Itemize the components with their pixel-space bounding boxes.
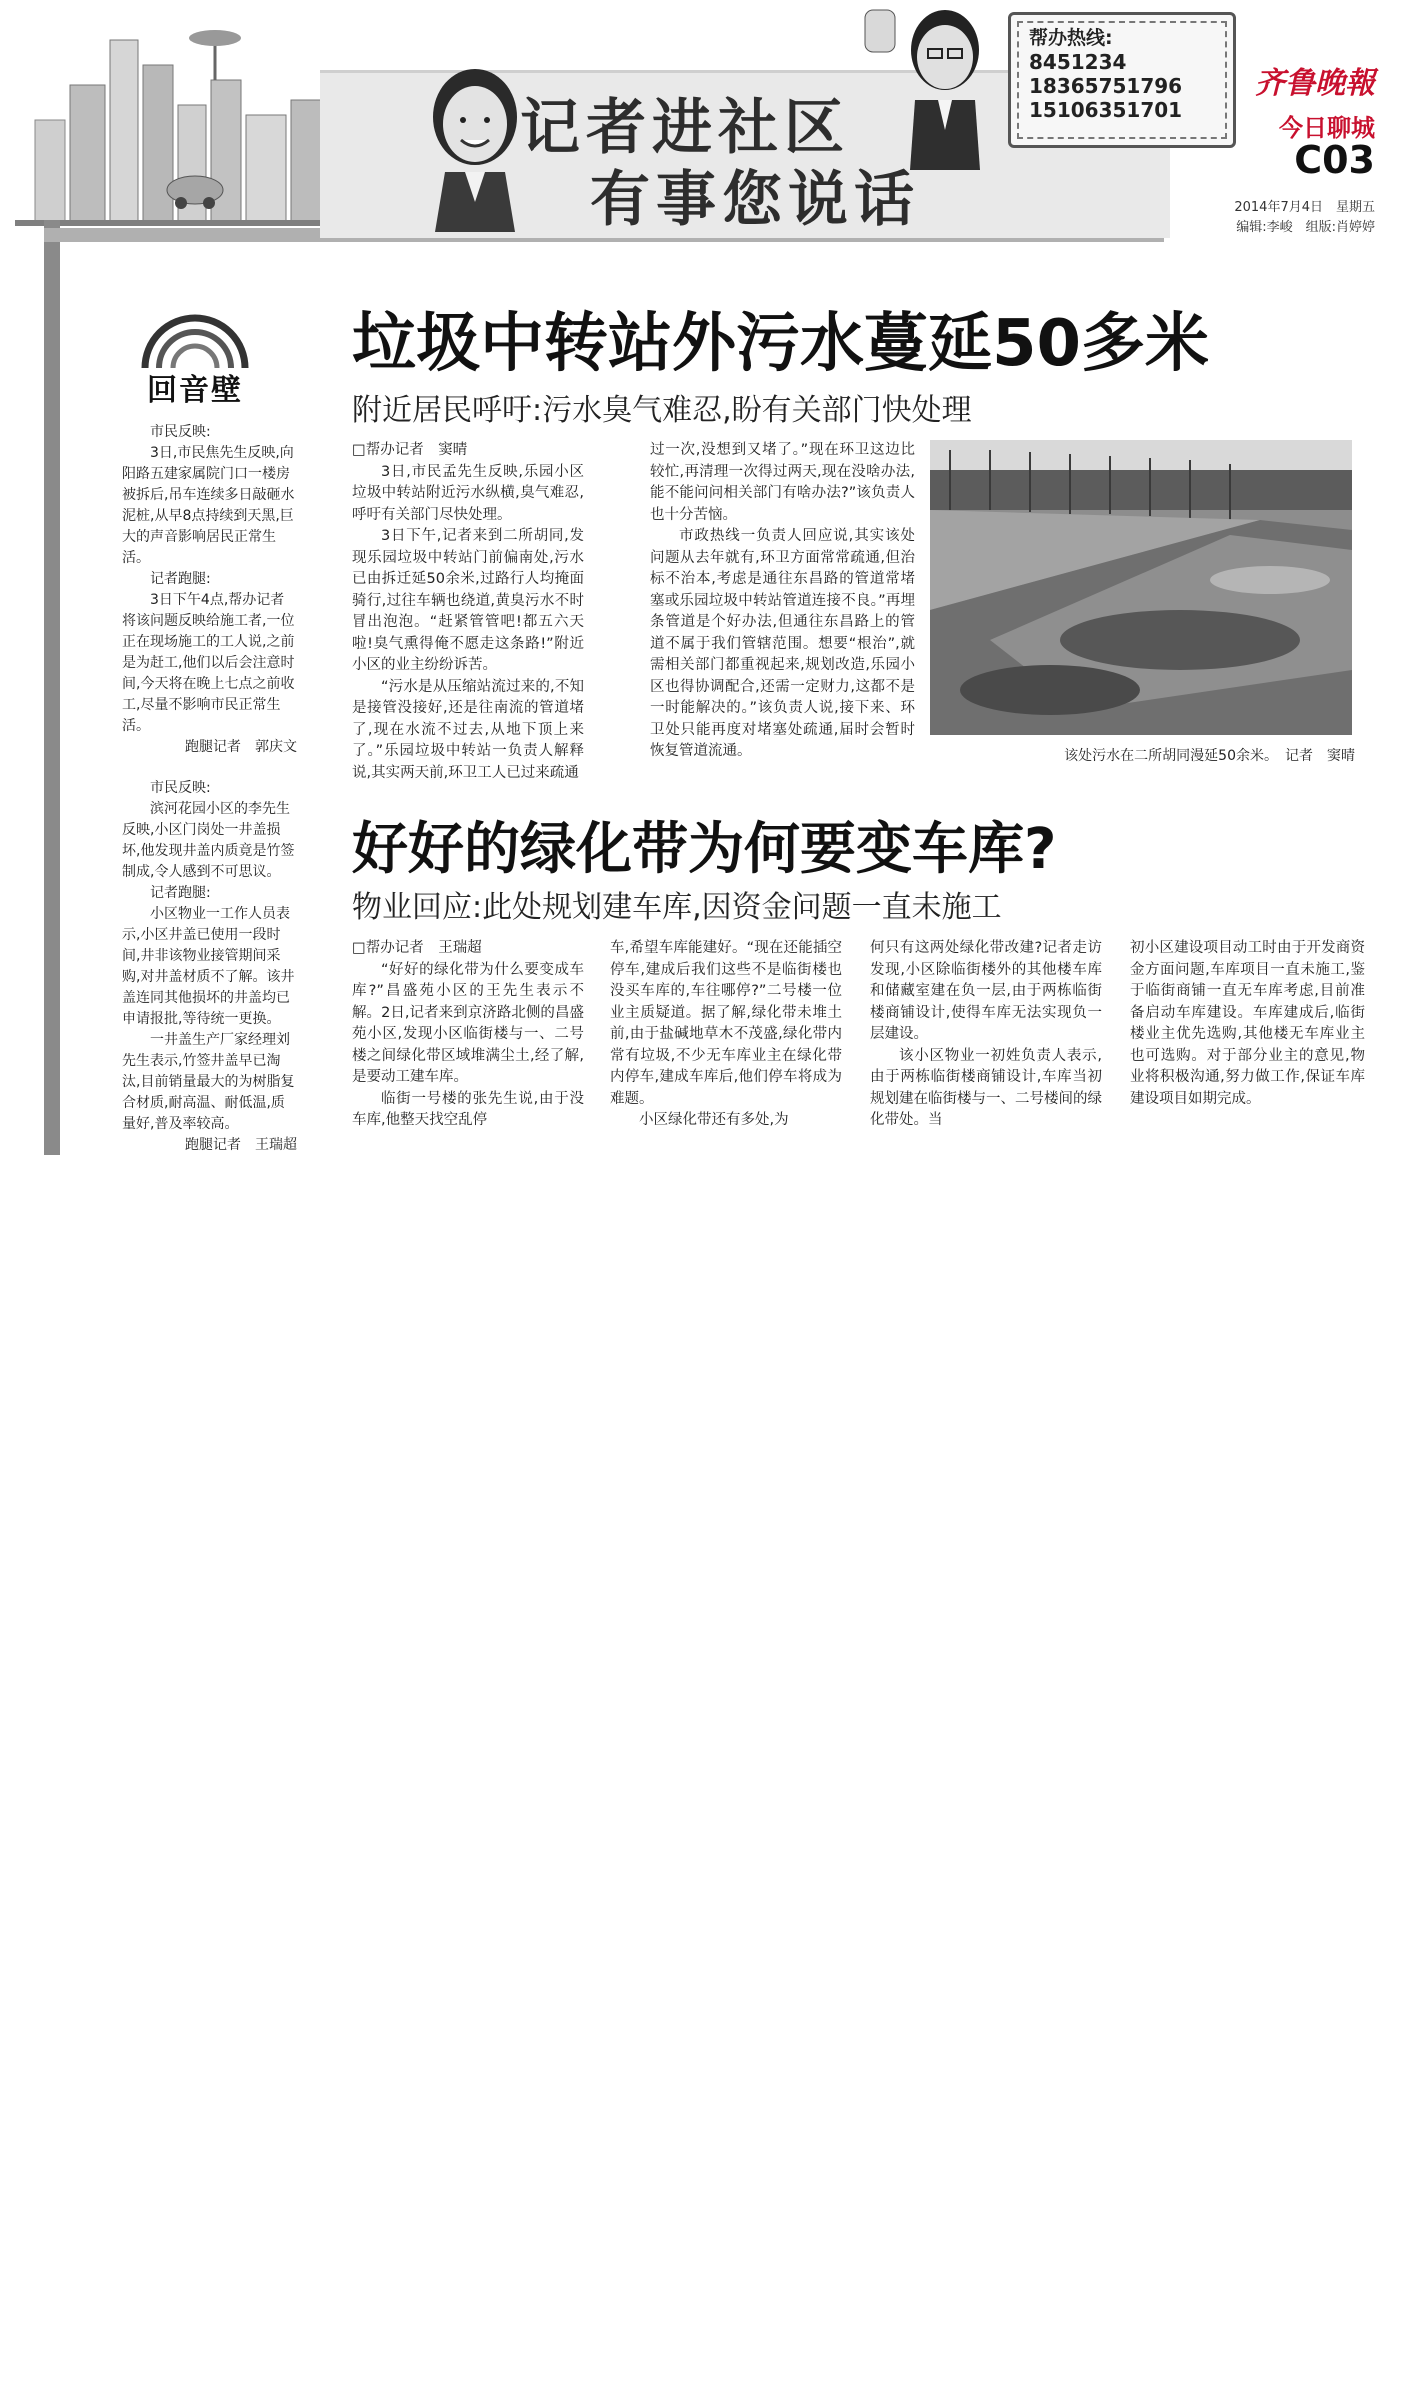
reporter-signature: 跑腿记者 王瑞超: [185, 1137, 297, 1153]
reporter-action-text: 3日下午4点,帮办记者将该问题反映给施工者,一位正在现场施工的工人说,之前是为赶工,他们以后会注意时间,今天将在晚上七点之前收工,尽量不影响市民正常生活。: [122, 592, 295, 734]
echo-wall-column: [122, 422, 297, 1156]
reporter-signature: 跑腿记者 郭庆文: [185, 739, 297, 755]
citizen-report-label: 市民反映:: [150, 424, 211, 440]
reporter-action-text: 一井盖生产厂家经理刘先生表示,竹签井盖早已淘汰,目前销量最大的为树脂复合材质,耐高温、耐低温,质量好,普及率较高。: [122, 1032, 295, 1132]
article2-byline: □帮办记者 王瑞超: [352, 940, 482, 956]
article1-paragraph: 3日,市民孟先生反映,乐园小区垃圾中转站附近污水纵横,臭气难忍,呼吁有关部门尽快处理。: [352, 463, 584, 523]
article1-column-2: [650, 440, 915, 763]
article2-column-2: [610, 938, 842, 1132]
article1-paragraph: 市政热线一负责人回应说,其实该处问题从去年就有,环卫方面常常疏通,但治标不治本,考虑是通往东昌路的管道常堵塞或乐园垃圾中转站管道连接不良。”再埋条管道是个好办法,但通往东昌路上的管道不属于我们管辖范围。想要“根治”,就需相关部门都重视起来,规划改造,乐园小区也得协调配合,还需一定财力,这都不是一时能解决的。”该负责人说,接下来、环卫处只能再度对堵塞处疏通,届时会暂时恢复管道流通。: [650, 528, 915, 759]
article2-paragraph: “好好的绿化带为什么要变成车库?”昌盛苑小区的王先生表示不解。2日,记者来到京济路北侧的昌盛苑小区,发现小区临街楼与一、二号楼之间绿化带区域堆满尘土,经了解,是要动工建车库。: [352, 961, 584, 1085]
banner-slogan-line2: 有事您说话: [590, 165, 920, 235]
hotline-number: 15106351701: [1029, 98, 1183, 122]
hotline-title: 帮办热线:: [1029, 27, 1113, 49]
editor-credit: 编辑:李峻 组版:肖婷婷: [1236, 220, 1375, 235]
photo-caption: 该处污水在二所胡同漫延50余米。 记者 窦晴: [1064, 748, 1355, 764]
citizen-report-text: 3日,市民焦先生反映,向阳路五建家属院门口一楼房被拆后,吊车连续多日敲砸水泥桩,从早8点持续到天黑,巨大的声音影响居民正常生活。: [122, 445, 295, 566]
page-number: C03: [1294, 138, 1375, 182]
banner-slogan-line1: 记者进社区: [520, 93, 850, 163]
article1-headline: 垃圾中转站外污水蔓延50多米: [352, 307, 1210, 381]
reporter-action-label: 记者跑腿:: [150, 571, 211, 587]
citizen-report-text: 滨河花园小区的李先生反映,小区门岗处一井盖损坏,他发现井盖内质竟是竹签制成,令人感到不可思议。: [122, 801, 295, 880]
article1-byline: □帮办记者 窦晴: [352, 442, 468, 458]
article2-column-1: [352, 938, 584, 1132]
article2-paragraph: 何只有这两处绿化带改建?记者走访发现,小区除临街楼外的其他楼车库和储藏室建在负一层,由于两栋临街楼商铺设计,使得车库无法实现负一层建设。: [870, 940, 1102, 1042]
citizen-report-label: 市民反映:: [150, 780, 211, 796]
article2-paragraph: 该小区物业一初姓负责人表示,由于两栋临街楼商铺设计,车库当初规划建在临街楼与一、二号楼间的绿化带处。当: [870, 1047, 1102, 1128]
article1-paragraph: “污水是从压缩站流过来的,不知是接管没接好,还是往南流的管道堵了,现在水流不过去,从地下顶上来了。”乐园垃圾中转站一负责人解释说,其实两天前,环卫工人已过来疏通: [352, 678, 584, 781]
article2-paragraph: 车,希望车库能建好。“现在还能插空停车,建成后我们这些不是临街楼也没买车库的,车往哪停?”二号楼一位业主质疑道。据了解,绿化带未堆土前,由于盐碱地草木不茂盛,绿化带内常有垃圾,不少无车库业主在绿化带内停车,建成车库后,他们停车将成为难题。: [610, 940, 842, 1107]
male-reporter-cartoon: [860, 5, 1000, 170]
article2-subheadline: 物业回应:此处规划建车库,因资金问题一直未施工: [352, 890, 1002, 925]
sewage-street-photo: [930, 440, 1352, 735]
issue-date: 2014年7月4日 星期五: [1234, 200, 1375, 215]
article2-paragraph: 临街一号楼的张先生说,由于没车库,他整天找空乱停: [352, 1090, 584, 1128]
article2-headline: 好好的绿化带为何要变车库?: [352, 817, 1057, 882]
reporter-action-text: 小区物业一工作人员表示,小区井盖已使用一段时间,井非该物业接管期间采购,对井盖材质不了解。该井盖连同其他损坏的井盖均已申请报批,等待统一更换。: [122, 906, 295, 1027]
female-reporter-cartoon: [415, 62, 535, 232]
decorative-vertical-bar: [44, 220, 60, 1155]
article2-paragraph: 初小区建设项目动工时由于开发商资金方面问题,车库项目一直未施工,鉴于临街商铺一直无车库考虑,目前准备启动车库建设。车库建成后,临街楼业主优先选购,其他楼无车库业主也可选购。对于部分业主的意见,物业将积极沟通,努力做工作,保证车库建设项目如期完成。: [1130, 940, 1365, 1107]
hotline-box: [1008, 12, 1236, 148]
article1-paragraph: 3日下午,记者来到二所胡同,发现乐园垃圾中转站门前偏南处,污水已由拆迁延50余米,过路行人均掩面骑行,过往车辆也绕道,黄臭污水不时冒出泡泡。“赶紧管管吧!都五六天啦!臭气熏得俺不愿走这条路!”附近小区的业主纷纷诉苦。: [352, 528, 584, 673]
article1-paragraph: 过一次,没想到又堵了。”现在环卫这边比较忙,再清理一次得过两天,现在没啥办法,能不能问问相关部门有啥办法?”该负责人也十分苦恼。: [650, 442, 915, 523]
hotline-number: 8451234: [1029, 50, 1127, 74]
page-header: [0, 0, 1409, 245]
section-name: 今日聊城: [1279, 114, 1375, 142]
article2-column-4: [1130, 938, 1365, 1110]
reporter-action-label: 记者跑腿:: [150, 885, 211, 901]
article2-column-3: [870, 938, 1102, 1132]
city-skyline-illustration: [15, 20, 355, 245]
article1-column-1: [352, 440, 584, 784]
article1-subheadline: 附近居民呼吁:污水臭气难忍,盼有关部门快处理: [352, 393, 972, 428]
hotline-number: 18365751796: [1029, 74, 1183, 98]
newspaper-logo: 齐鲁晚報: [1255, 66, 1375, 101]
echo-wall-title: 回音壁: [147, 373, 243, 408]
article2-paragraph: 小区绿化带还有多处,为: [639, 1112, 789, 1128]
